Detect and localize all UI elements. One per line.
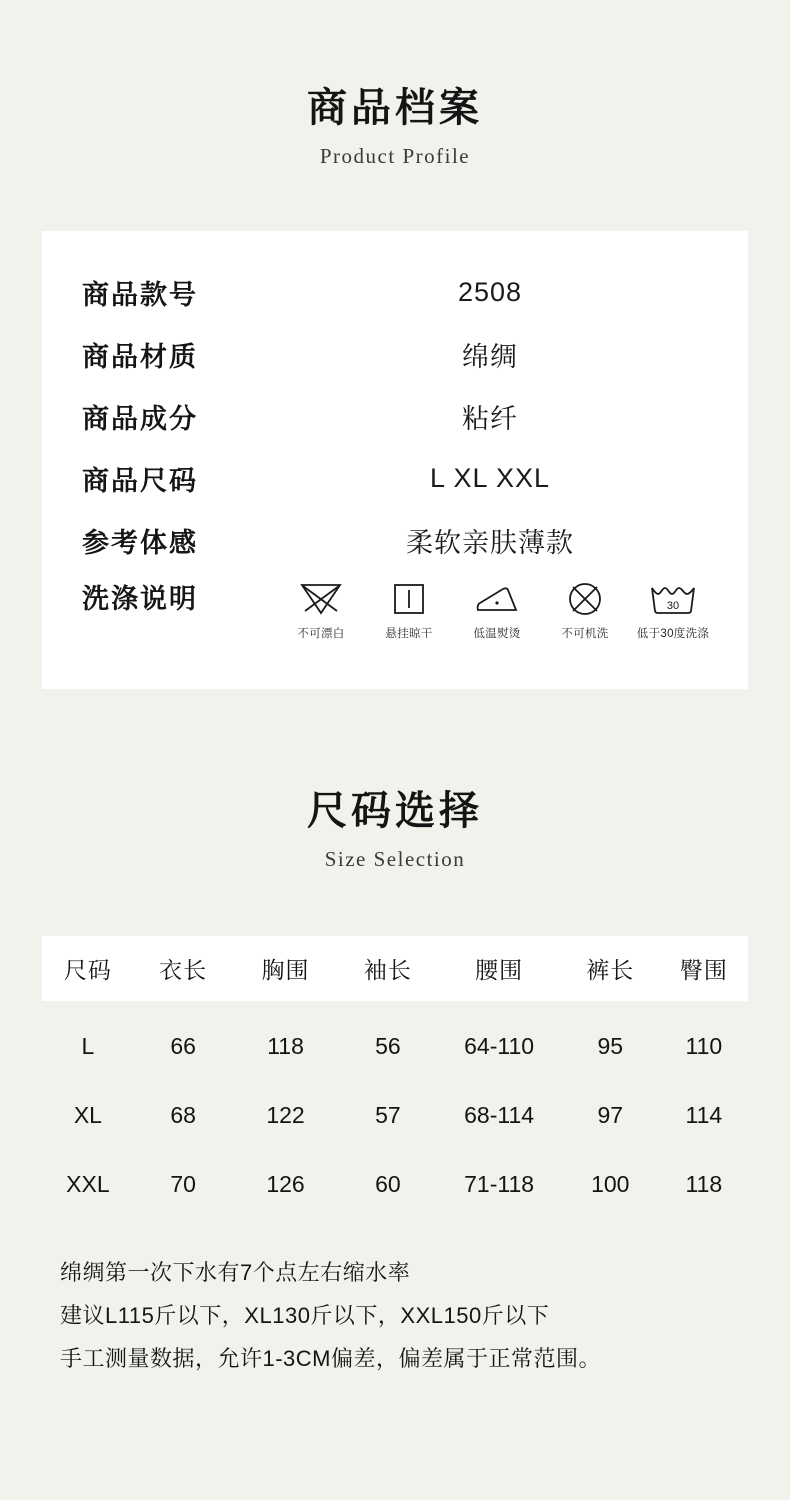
svg-text:30: 30 (666, 600, 680, 612)
profile-label: 参考体感 (82, 527, 198, 558)
note-line: 建议L115斤以下，XL130斤以下，XXL150斤以下 (60, 1302, 550, 1328)
wash-caption: 低温熨烫 (473, 628, 521, 640)
profile-label: 商品成分 (82, 403, 198, 434)
wash-item (285, 577, 357, 641)
table-cell: L (81, 1033, 95, 1059)
wash-30-degrees-icon (648, 577, 698, 621)
low-temp-iron-icon (474, 577, 520, 621)
profile-value: 绵绸 (462, 341, 518, 372)
table-row (42, 1080, 748, 1149)
profile-value: 柔软亲肤薄款 (406, 527, 574, 558)
size-table (42, 936, 748, 1218)
wash-item (637, 577, 709, 641)
table-cell: 118 (685, 1171, 723, 1197)
profile-panel (42, 231, 748, 689)
size-title-en: Size Selection (324, 847, 466, 871)
wash-item (373, 577, 445, 641)
profile-value: 2508 (457, 276, 523, 307)
profile-row (42, 447, 748, 509)
table-cell: 68 (170, 1102, 196, 1128)
size-table-wrap (42, 936, 748, 1218)
table-cell: 100 (591, 1171, 630, 1197)
table-cell: 60 (375, 1171, 401, 1197)
table-cell: 97 (597, 1102, 624, 1128)
profile-row (42, 323, 748, 385)
profile-row (42, 261, 748, 323)
size-title-cn: 尺码选择 (307, 789, 483, 833)
wash-caption: 不可漂白 (297, 628, 345, 640)
table-header-cell: 裤长 (561, 936, 660, 1001)
profile-section-header (0, 0, 790, 169)
wash-label: 洗涤说明 (82, 584, 198, 614)
table-row (42, 1149, 748, 1218)
size-notes (42, 1252, 748, 1381)
table-header-cell: 衣长 (134, 936, 233, 1001)
table-cell: 71-118 (464, 1171, 535, 1197)
table-cell: 95 (597, 1033, 624, 1059)
table-header-row (42, 936, 748, 1001)
note-line: 手工测量数据，允许1-3CM偏差，偏差属于正常范围。 (60, 1345, 602, 1371)
size-section-header (0, 689, 790, 872)
table-header-cell: 尺码 (42, 936, 134, 1001)
note-line: 绵绸第一次下水有7个点左右缩水率 (60, 1260, 411, 1285)
drip-dry-hang-icon (392, 577, 426, 621)
profile-row (42, 385, 748, 447)
wash-instructions-row (42, 571, 748, 663)
table-cell: 66 (170, 1033, 196, 1059)
profile-label: 商品尺码 (82, 465, 198, 496)
table-cell: 57 (375, 1102, 401, 1128)
table-header-cell: 胸围 (233, 936, 339, 1001)
profile-title-cn: 商品档案 (307, 86, 483, 130)
wash-caption: 不可机洗 (561, 628, 609, 640)
wash-item (461, 577, 533, 641)
table-cell: 70 (170, 1171, 196, 1197)
table-cell: 110 (685, 1033, 723, 1059)
table-cell: XXL (66, 1171, 110, 1197)
table-cell: 118 (267, 1033, 304, 1059)
do-not-bleach-icon (299, 577, 343, 621)
profile-value: L XL XXL (429, 462, 551, 493)
table-cell: 126 (266, 1171, 305, 1197)
table-cell: 64-110 (464, 1033, 535, 1059)
profile-label: 商品材质 (82, 341, 198, 372)
do-not-machine-wash-icon (566, 577, 604, 621)
wash-caption: 悬挂晾干 (385, 628, 433, 640)
table-header-cell: 臀围 (660, 936, 748, 1001)
table-cell: 114 (685, 1102, 723, 1128)
wash-item (549, 577, 621, 641)
table-cell: 68-114 (464, 1102, 535, 1128)
profile-title-en: Product Profile (319, 144, 471, 168)
table-cell: 56 (375, 1033, 401, 1059)
profile-label: 商品款号 (82, 279, 198, 310)
profile-row (42, 509, 748, 571)
wash-caption: 低于30度洗涤 (636, 628, 710, 640)
wash-icon-list (272, 577, 748, 641)
table-header-cell: 腰围 (437, 936, 561, 1001)
table-cell: XL (73, 1102, 102, 1128)
table-row (42, 1001, 748, 1080)
profile-value: 粘纤 (462, 403, 518, 434)
table-header-cell: 袖长 (338, 936, 437, 1001)
table-cell: 122 (266, 1102, 305, 1128)
